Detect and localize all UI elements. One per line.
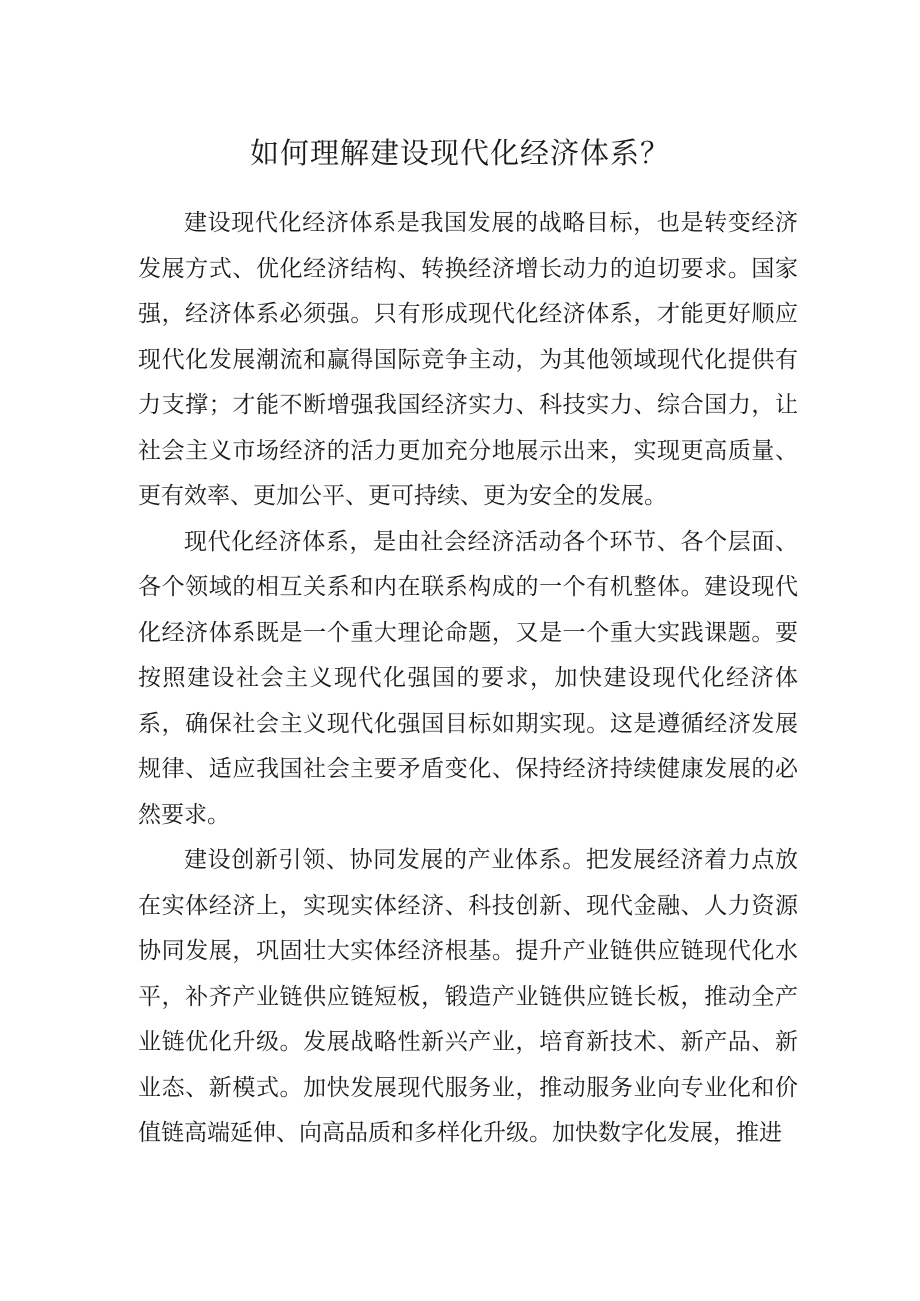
paragraph-2: 现代化经济体系，是由社会经济活动各个环节、各个层面、各个领域的相互关系和内在联系构成的一个有机整体。建设现代化经济体系既是一个重大理论命题，又是一个重大实践课题。要按照建设社会主义现代化强国的要求，加快建设现代化经济体系，确保社会主义现代化强国目标如期实现。这是遵循经济发展规律、适应我国社会主要矛盾变化、保持经济持续健康发展的必然要求。 xyxy=(138,528,798,828)
document-body xyxy=(138,201,798,1157)
paragraph-1: 建设现代化经济体系是我国发展的战略目标，也是转变经济发展方式、优化经济结构、转换经济增长动力的迫切要求。国家强，经济体系必须强。只有形成现代化经济体系，才能更好顺应现代化发展潮流和赢得国际竞争主动，为其他领域现代化提供有力支撑；才能不断增强我国经济实力、科技实力、综合国力，让社会主义市场经济的活力更加充分地展示出来，实现更高质量、更有效率、更加公平、更可持续、更为安全的发展。 xyxy=(138,210,798,509)
paragraph-3: 建设创新引领、协同发展的产业体系。把发展经济着力点放在实体经济上，实现实体经济、科技创新、现代金融、人力资源协同发展，巩固壮大实体经济根基。提升产业链供应链现代化水平，补齐产业链供应链短板，锻造产业链供应链长板，推动全产业链优化升级。发展战略性新兴产业，培育新技术、新产品、新业态、新模式。加快发展现代服务业，推动服务业向专业化和价值链高端延伸、向高品质和多样化升级。加快数字化发展，推进 xyxy=(138,847,798,1146)
document-title: 如何理解建设现代化经济体系？ xyxy=(249,136,670,170)
